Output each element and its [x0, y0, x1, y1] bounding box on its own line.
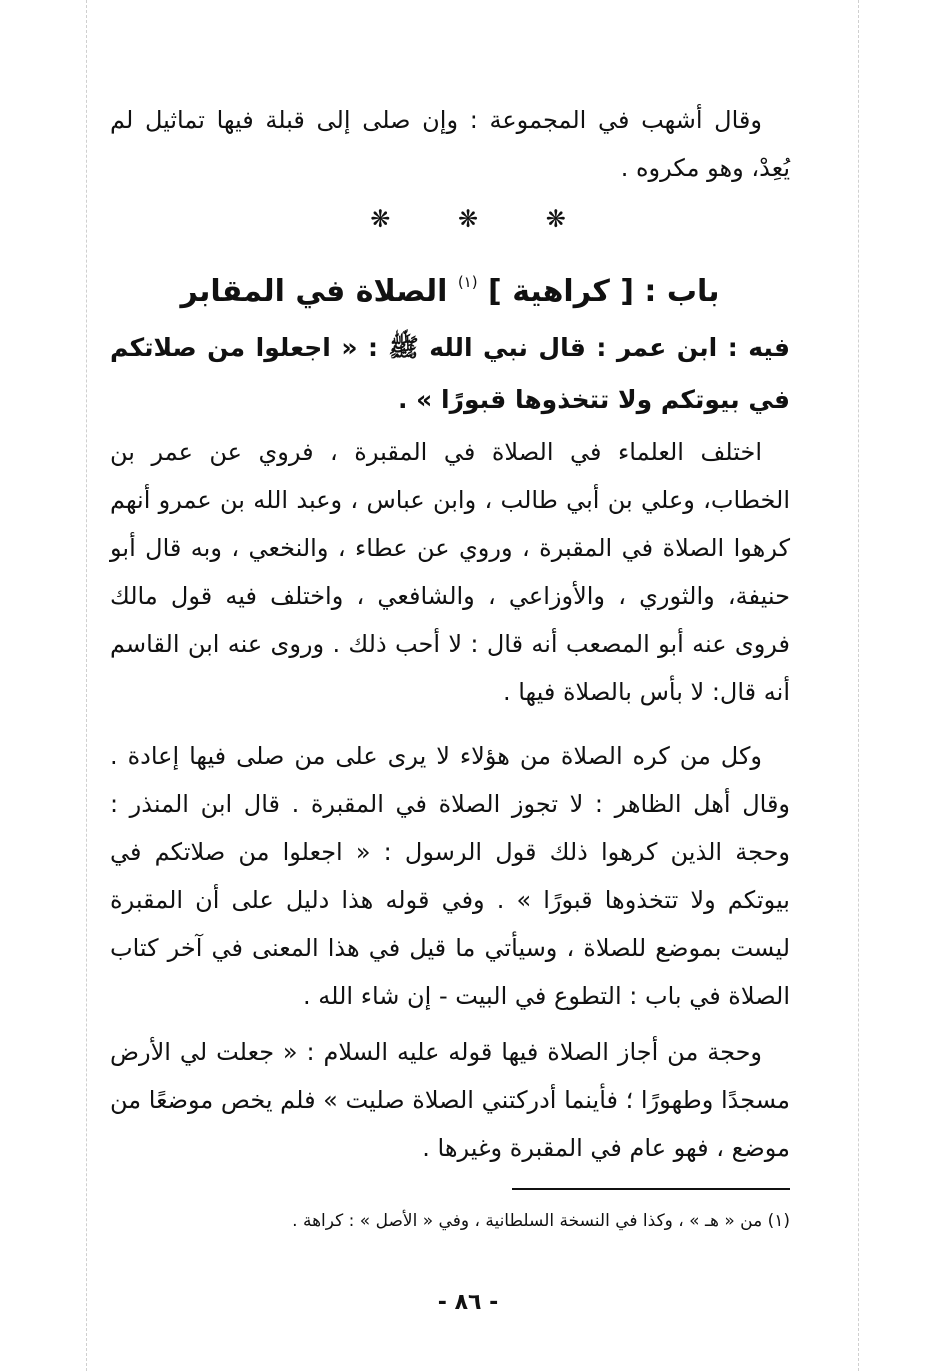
separator-star: ❋	[545, 205, 566, 233]
heading-text-before: باب : [ كراهية ]	[477, 274, 720, 309]
hadith-text: فيه : ابن عمر : قال نبي الله ﷺ : « اجعلوا من صلاتكم في بيوتكم ولا تتخذوها قبورًا » .	[110, 333, 790, 414]
page-number: - ٨٦ -	[437, 1290, 499, 1315]
footnote-divider	[512, 1188, 790, 1190]
heading-text-after: الصلاة في المقابر	[180, 274, 458, 309]
footnote-reference: (١)	[457, 273, 478, 291]
intro-paragraph: وقال أشهب في المجموعة : وإن صلى إلى قبلة فيها تماثيل لم يُعِدْ، وهو مكروه .	[110, 106, 790, 182]
body-paragraph-1: اختلف العلماء في الصلاة في المقبرة ، فروي عن عمر بن الخطاب، وعلي بن أبي طالب ، وابن عباس ، وعبد الله بن عمرو أنهم كرهوا الصلاة في المقبرة ، وروي عن عطاء ، والنخعي ، وبه قال أبو حنيفة، والثوري ، والأوزاعي ، والشافعي ، واختلف فيه قول مالك فروى عنه أبو المصعب أنه قال : لا أحب ذلك . وروى عنه ابن القاسم أنه قال: لا بأس بالصلاة فيها .	[110, 438, 790, 706]
chapter-heading	[110, 256, 790, 318]
body-paragraph-2: وكل من كره الصلاة من هؤلاء لا يرى على من صلى فيها إعادة . وقال أهل الظاهر : لا تجوز الصلاة في المقبرة . قال ابن المنذر : وحجة الذين كرهوا ذلك قول الرسول : « اجعلوا من صلاتكم في بيوتكم ولا تتخذوها قبورًا » . وفي قوله هذا دليل على أن المقبرة ليست بموضع للصلاة ، وسيأتي ما قيل في هذا المعنى في آخر كتاب الصلاة في باب : التطوع في البيت - إن شاء الله .	[110, 742, 790, 1010]
body-paragraph-3: وحجة من أجاز الصلاة فيها قوله عليه السلام : « جعلت لي الأرض مسجدًا وطهورًا ؛ فأينما أدركتني الصلاة صليت » فلم يخص موضعًا من موضع ، فهو عام في المقبرة وغيرها .	[110, 1038, 790, 1162]
separator-star: ❋	[370, 205, 391, 233]
footnote: (١) من « هـ » ، وكذا في النسخة السلطانية ، وفي « الأصل » : كراهة .	[292, 1211, 790, 1231]
section-separator	[0, 205, 936, 233]
separator-star: ❋	[457, 205, 479, 233]
